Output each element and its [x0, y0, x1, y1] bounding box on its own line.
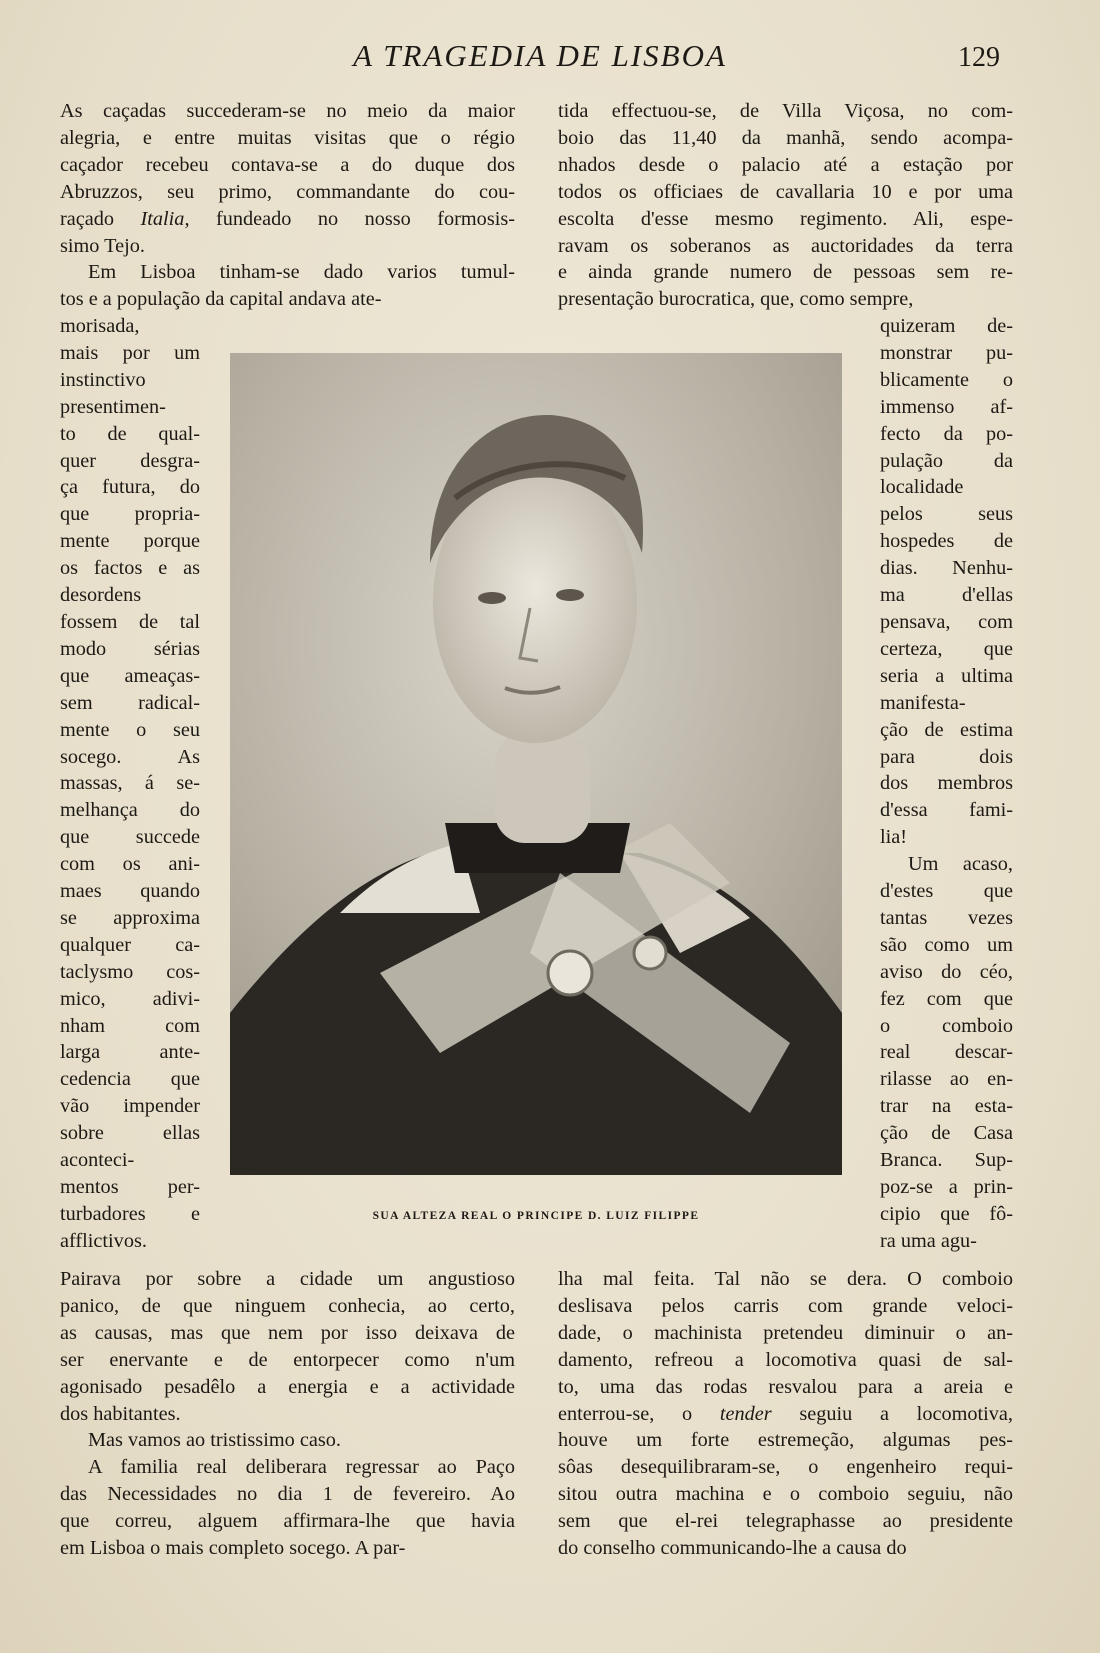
left-narrow-line: nham com	[60, 1014, 200, 1037]
left-narrow-line: to de qual-	[60, 422, 200, 445]
right-top-line: boio das 11,40 da manhã, sendo acompa-	[558, 126, 1013, 149]
left-narrow-line: afflictivos.	[60, 1229, 147, 1252]
right-narrow-line: ção de Casa	[880, 1122, 1013, 1145]
left-narrow-line: os factos e as	[60, 557, 200, 580]
right-narrow-line: hospedes de	[880, 530, 1013, 553]
right-top-line: ravam os soberanos as auctoridades da terra	[558, 234, 1013, 257]
left-narrow-line: socego. As	[60, 745, 200, 768]
right-narrow-line: fez com que	[880, 987, 1013, 1010]
portrait-photo	[230, 353, 842, 1175]
left-column-top	[60, 98, 515, 313]
left-narrow-line: sobre ellas	[60, 1122, 200, 1145]
left-bottom-line: agonisado pesadêlo a energia e a actividade	[60, 1375, 515, 1398]
right-narrow-line: Um acaso,	[908, 853, 1013, 876]
left-bottom-line: Pairava por sobre a cidade um angustioso	[60, 1268, 515, 1290]
right-bottom-line: sitou outra machina e o comboio seguiu, não	[558, 1483, 1013, 1506]
left-narrow-line: massas, á se-	[60, 772, 200, 795]
left-narrow-line: modo sérias	[60, 637, 200, 660]
right-narrow-line: ma d'ellas	[880, 584, 1013, 607]
left-narrow-line: taclysmo cos-	[60, 960, 200, 983]
portrait-illustration	[230, 353, 842, 1175]
right-bottom-line: enterrou-se, o tender seguiu a locomotiva,	[558, 1402, 1013, 1425]
right-narrow-line: pensava, com	[880, 610, 1013, 633]
left-narrow-line: quer desgra-	[60, 449, 200, 472]
left-top-line: raçado Italia, fundeado no nosso formosis-	[60, 207, 515, 230]
right-top-line: todos os officiaes de cavallaria 10 e por uma	[558, 180, 1013, 203]
left-narrow-line: que ameaças-	[60, 664, 200, 687]
left-bottom-line: A familia real deliberara regressar ao Paço	[88, 1456, 515, 1479]
left-narrow-column	[60, 313, 200, 1255]
left-bottom-line: as causas, mas que nem por isso deixava de	[60, 1321, 515, 1344]
right-narrow-line: pulação da	[880, 449, 1013, 472]
right-bottom-line: sôas desequilibraram-se, o engenheiro requi-	[558, 1456, 1013, 1479]
left-narrow-line: instinctivo	[60, 368, 146, 391]
left-top-line: Em Lisboa tinham-se dado varios tumul-	[88, 261, 515, 284]
left-narrow-line: mente porque	[60, 530, 200, 553]
left-narrow-line: maes quando	[60, 880, 200, 903]
right-narrow-line: monstrar pu-	[880, 341, 1013, 364]
right-narrow-line: cipio que fô-	[880, 1202, 1013, 1225]
right-narrow-line: d'essa fami-	[880, 799, 1013, 822]
right-narrow-line: ção de estima	[880, 718, 1013, 741]
page-number: 129	[958, 42, 1000, 73]
left-narrow-line: melhança do	[60, 799, 200, 822]
left-narrow-line: fossem de tal	[60, 610, 200, 633]
left-narrow-line: que succede	[60, 826, 200, 849]
left-top-line: alegria, e entre muitas visitas que o régio	[60, 126, 515, 149]
left-narrow-line: ça futura, do	[60, 476, 200, 499]
left-narrow-line: com os ani-	[60, 853, 200, 876]
right-bottom-line: damento, refreou a locomotiva quasi de sal-	[558, 1348, 1013, 1371]
right-narrow-line: poz-se a prin-	[880, 1176, 1013, 1198]
left-bottom-line: Mas vamos ao tristissimo caso.	[88, 1429, 341, 1452]
right-narrow-line: o comboio	[880, 1014, 1013, 1037]
left-top-line: caçador recebeu contava-se a do duque dos	[60, 153, 515, 176]
right-narrow-line: dos membros	[880, 772, 1013, 795]
right-top-line: e ainda grande numero de pessoas sem re-	[558, 261, 1013, 284]
left-narrow-line: qualquer ca-	[60, 933, 200, 956]
right-narrow-line: localidade	[880, 476, 964, 499]
left-narrow-line: desordens	[60, 584, 142, 607]
left-narrow-line: vão impender	[60, 1095, 200, 1118]
right-top-line: tida effectuou-se, de Villa Viçosa, no com-	[558, 100, 1013, 122]
right-narrow-line: são como um	[880, 933, 1013, 956]
left-narrow-line: presentimen-	[60, 395, 166, 418]
right-bottom-line: dade, o machinista pretendeu diminuir o an-	[558, 1321, 1013, 1344]
right-column-bottom	[558, 1266, 1013, 1562]
left-narrow-line: turbadores e	[60, 1202, 200, 1225]
left-narrow-line: que propria-	[60, 503, 200, 526]
right-narrow-line: manifesta-	[880, 691, 966, 714]
right-narrow-line: dias. Nenhu-	[880, 557, 1013, 580]
left-top-line: As caçadas succederam-se no meio da maior	[60, 100, 515, 122]
left-bottom-line: que correu, alguem affirmara-lhe que havia	[60, 1510, 515, 1533]
left-narrow-line: mente o seu	[60, 718, 200, 741]
left-narrow-line: mentos per-	[60, 1176, 200, 1198]
right-narrow-line: Branca. Sup-	[880, 1149, 1013, 1172]
right-narrow-line: real descar-	[880, 1041, 1013, 1064]
right-narrow-line: fecto da po-	[880, 422, 1013, 445]
right-narrow-line: ra uma agu-	[880, 1229, 977, 1252]
left-top-line: simo Tejo.	[60, 234, 145, 257]
right-top-line: presentação burocratica, que, como sempre,	[558, 288, 914, 311]
right-bottom-line: deslisava pelos carris com grande veloci-	[558, 1294, 1013, 1317]
right-narrow-line: rilasse ao en-	[880, 1068, 1013, 1091]
left-narrow-line: sem radical-	[60, 691, 200, 714]
left-top-line: tos e a população da capital andava ate-	[60, 288, 382, 311]
left-narrow-line: larga ante-	[60, 1041, 200, 1064]
right-bottom-line: lha mal feita. Tal não se dera. O comboio	[558, 1268, 1013, 1290]
right-column-top	[558, 98, 1013, 313]
right-narrow-line: blicamente o	[880, 368, 1013, 391]
right-narrow-line: immenso af-	[880, 395, 1013, 418]
right-bottom-line: houve um forte estremeção, algumas pes-	[558, 1429, 1013, 1452]
photo-caption: SUA ALTEZA REAL O PRINCIPE D. LUIZ FILIPPE	[372, 1210, 700, 1222]
right-narrow-line: trar na esta-	[880, 1095, 1013, 1118]
right-bottom-line: do conselho communicando-lhe a causa do	[558, 1537, 907, 1560]
right-bottom-line: sem que el-rei telegraphasse ao presidente	[558, 1510, 1013, 1533]
left-bottom-line: panico, de que ninguem conhecia, ao certo,	[60, 1294, 515, 1317]
running-head: A TRAGEDIA DE LISBOA	[353, 38, 727, 73]
left-narrow-line: mico, adivi-	[60, 987, 200, 1010]
right-narrow-line: quizeram de-	[880, 315, 1013, 337]
right-narrow-line: seria a ultima	[880, 664, 1013, 687]
right-narrow-line: certeza, que	[880, 637, 1013, 660]
right-narrow-line: tantas vezes	[880, 906, 1013, 929]
right-narrow-column	[880, 313, 1013, 1255]
left-narrow-line: mais por um	[60, 341, 200, 364]
left-narrow-line: aconteci-	[60, 1149, 135, 1172]
left-bottom-line: ser enervante e de entorpecer como n'um	[60, 1348, 515, 1371]
left-top-line: Abruzzos, seu primo, commandante do cou-	[60, 180, 515, 203]
right-narrow-line: pelos seus	[880, 503, 1013, 526]
right-top-line: escolta d'esse mesmo regimento. Ali, espe-	[558, 207, 1013, 230]
left-bottom-line: dos habitantes.	[60, 1402, 181, 1425]
left-column-bottom	[60, 1266, 515, 1562]
left-bottom-line: das Necessidades no dia 1 de fevereiro. Ao	[60, 1483, 515, 1506]
left-narrow-line: morisada,	[60, 315, 140, 337]
right-narrow-line: lia!	[880, 826, 908, 849]
left-narrow-line: se approxima	[60, 906, 200, 929]
right-narrow-line: para dois	[880, 745, 1013, 768]
left-narrow-line: cedencia que	[60, 1068, 200, 1091]
left-bottom-line: em Lisboa o mais completo socego. A par-	[60, 1537, 406, 1560]
right-top-line: nhados desde o palacio até a estação por	[558, 153, 1013, 176]
right-narrow-line: aviso do céo,	[880, 960, 1013, 983]
right-narrow-line: d'estes que	[880, 880, 1013, 903]
right-bottom-line: to, uma das rodas resvalou para a areia e	[558, 1375, 1013, 1398]
